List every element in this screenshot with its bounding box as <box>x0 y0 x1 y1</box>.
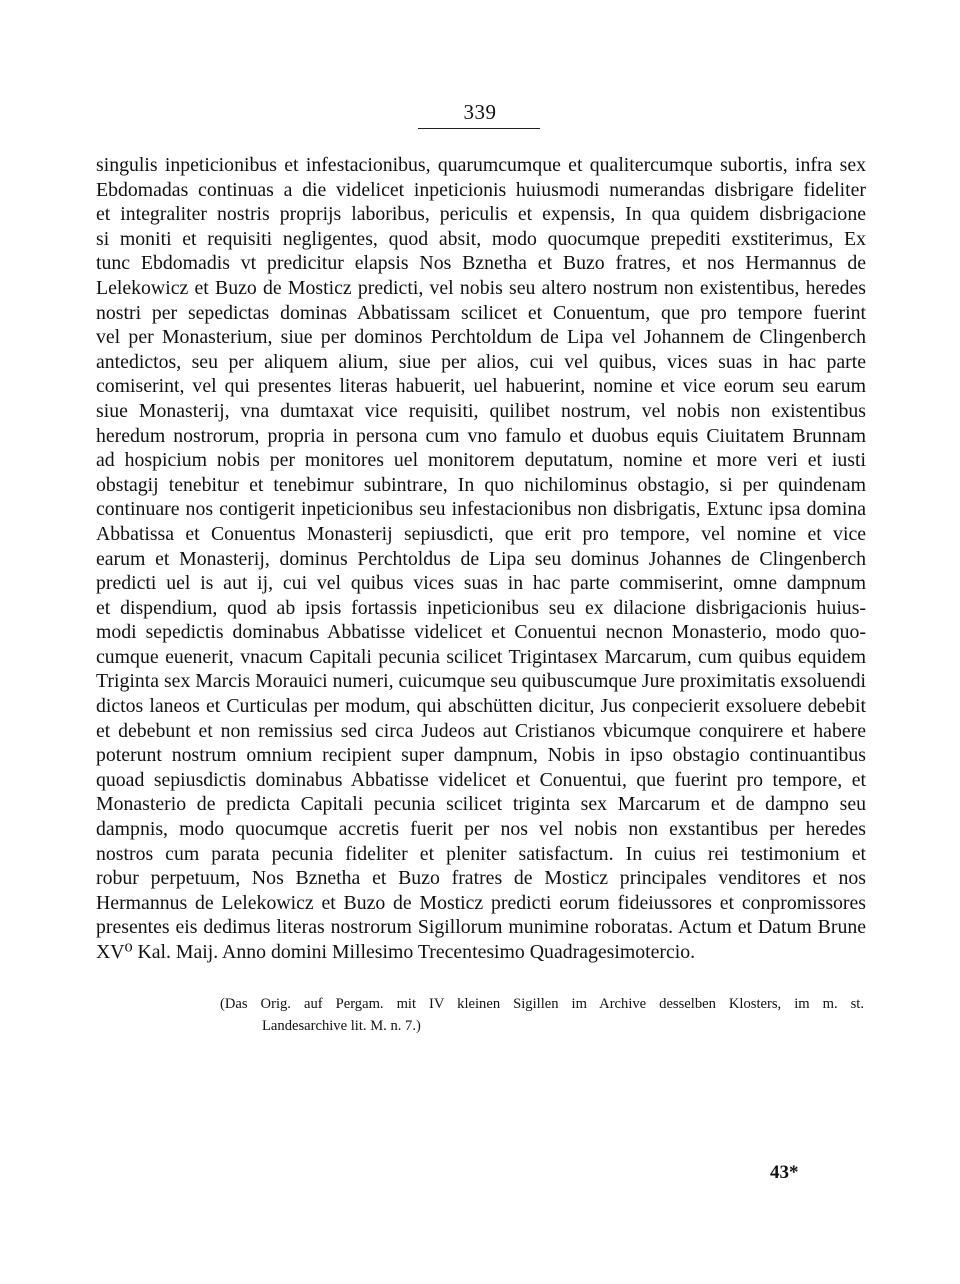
text-line: singulis inpeticionibus et infestacionibus, quarumcumque et qualitercumque subortis, infra sex <box>96 154 866 176</box>
text-line: modi sepedictis dominabus Abbatisse videlicet et Conuentui necnon Monasterio, modo quo- <box>96 621 866 644</box>
archival-note-line: Landesarchive lit. M. n. 7.) <box>262 1018 421 1034</box>
text-line: obstagij tenebitur et tenebimur subintrare, In quo nichilominus obstagio, si per quindenam <box>96 473 866 496</box>
text-line: comiserint, vel qui presentes literas habuerit, uel habuerint, nomine et vice eorum seu earum <box>96 375 866 398</box>
text-line-final: XV⁰ Kal. Maij. Anno domini Millesimo Trecentesimo Quadragesimotercio. <box>96 941 696 963</box>
text-line: heredum nostrorum, propria in persona cum vno famulo et duobus equis Ciuitatem Brunnam <box>96 424 866 447</box>
text-line: nostros cum parata pecunia fideliter et pleniter satisfactum. In cuius rei testimonium et <box>96 842 866 865</box>
text-line: Triginta sex Marcis Morauici numeri, cuicumque seu quibuscumque Jure proximitatis exsoluendi <box>96 670 867 693</box>
text-line: continuare nos contigerit inpeticionibus seu infestacionibus non disbrigatis, Extunc ipsa domina <box>96 498 866 521</box>
text-line: Lelekowicz et Buzo de Mosticz predicti, vel nobis seu altero nostrum non existentibus, heredes <box>96 276 866 299</box>
page-number: 339 <box>463 100 497 124</box>
text-line: Ebdomadas continuas a die videlicet inpeticionis huiusmodi numerandas disbrigare fideliter <box>96 178 866 201</box>
text-line: predicti uel is aut ij, cui vel quibus vices suas in hac parte commiserint, omne dampnum <box>96 572 866 595</box>
text-line: tunc Ebdomadis vt predicitur elapsis Nos Bznetha et Buzo fratres, et nos Hermannus de <box>96 252 866 275</box>
text-line: cumque euenerit, vnacum Capitali pecunia scilicet Trigintasex Marcarum, cum quibus equidem <box>96 645 866 668</box>
archival-note <box>220 993 864 1037</box>
text-line: antedictos, seu per aliquem alium, siue per alios, cui vel quibus, vices suas in hac parte <box>96 350 866 373</box>
text-line: dampnis, modo quocumque accretis fuerit per nos vel nobis non exstantibus per heredes <box>96 818 866 841</box>
archival-note-line: (Das Orig. auf Pergam. mit IV kleinen Sigillen im Archive desselben Klosters, im m. st. <box>220 996 864 1012</box>
text-line: siue Monasterij, vna dumtaxat vice requisiti, quilibet nostrum, vel nobis non existentibus <box>96 399 866 422</box>
text-line: quoad sepiusdictis dominabus Abbatisse videlicet et Conuentui, que fuerint pro tempore, et <box>96 768 866 791</box>
text-line: et debebunt et non remissius sed circa Judeos aut Cristianos vbicumque conquirere et habere <box>96 719 866 742</box>
text-line: poterunt nostrum omnium recipient super dampnum, Nobis in ipso obstagio continuantibus <box>96 744 866 767</box>
text-line: nostri per sepedictas dominas Abbatissam scilicet et Conuentum, que pro tempore fuerint <box>96 301 866 324</box>
text-line: ad hospicium nobis per monitores uel monitorem deputatum, nomine et more veri et iusti <box>96 449 866 472</box>
text-line: presentes eis dedimus literas nostrorum Sigillorum munimine roboratas. Actum et Datum Brune <box>96 916 866 939</box>
text-line: vel per Monasterium, siue per dominos Perchtoldum de Lipa vel Johannem de Clingenberch <box>96 326 866 349</box>
text-line: et dispendium, quod ab ipsis fortassis inpeticionibus seu ex dilacione disbrigacionis huius- <box>96 596 866 619</box>
text-line: si moniti et requisiti negligentes, quod absit, modo quocumque prepediti exstiterimus, Ex <box>96 227 866 250</box>
text-line: earum et Monasterij, dominus Perchtoldus de Lipa seu dominus Johannes de Clingenberch <box>96 547 866 570</box>
text-line: Monasterio de predicta Capitali pecunia scilicet triginta sex Marcarum et de dampno seu <box>96 793 866 816</box>
signature-mark: 43* <box>770 1162 799 1183</box>
charter-text <box>96 153 866 965</box>
text-line: et integraliter nostris proprijs laboribus, periculis et expensis, In qua quidem disbrigacione <box>96 203 866 226</box>
text-line: Abbatissa et Conuentus Monasterij sepiusdicti, que erit pro tempore, vel nomine et vice <box>96 522 866 545</box>
text-line: dictos laneos et Curticulas per modum, qui abschütten dicitur, Jus conpecierit exsoluere debebit <box>96 695 866 718</box>
text-line: Hermannus de Lelekowicz et Buzo de Mosticz predicti eorum fideiussores et conpromissores <box>96 891 866 914</box>
text-line: robur perpetuum, Nos Bznetha et Buzo fratres de Mosticz principales venditores et nos <box>96 867 866 890</box>
header-rule <box>418 128 540 129</box>
